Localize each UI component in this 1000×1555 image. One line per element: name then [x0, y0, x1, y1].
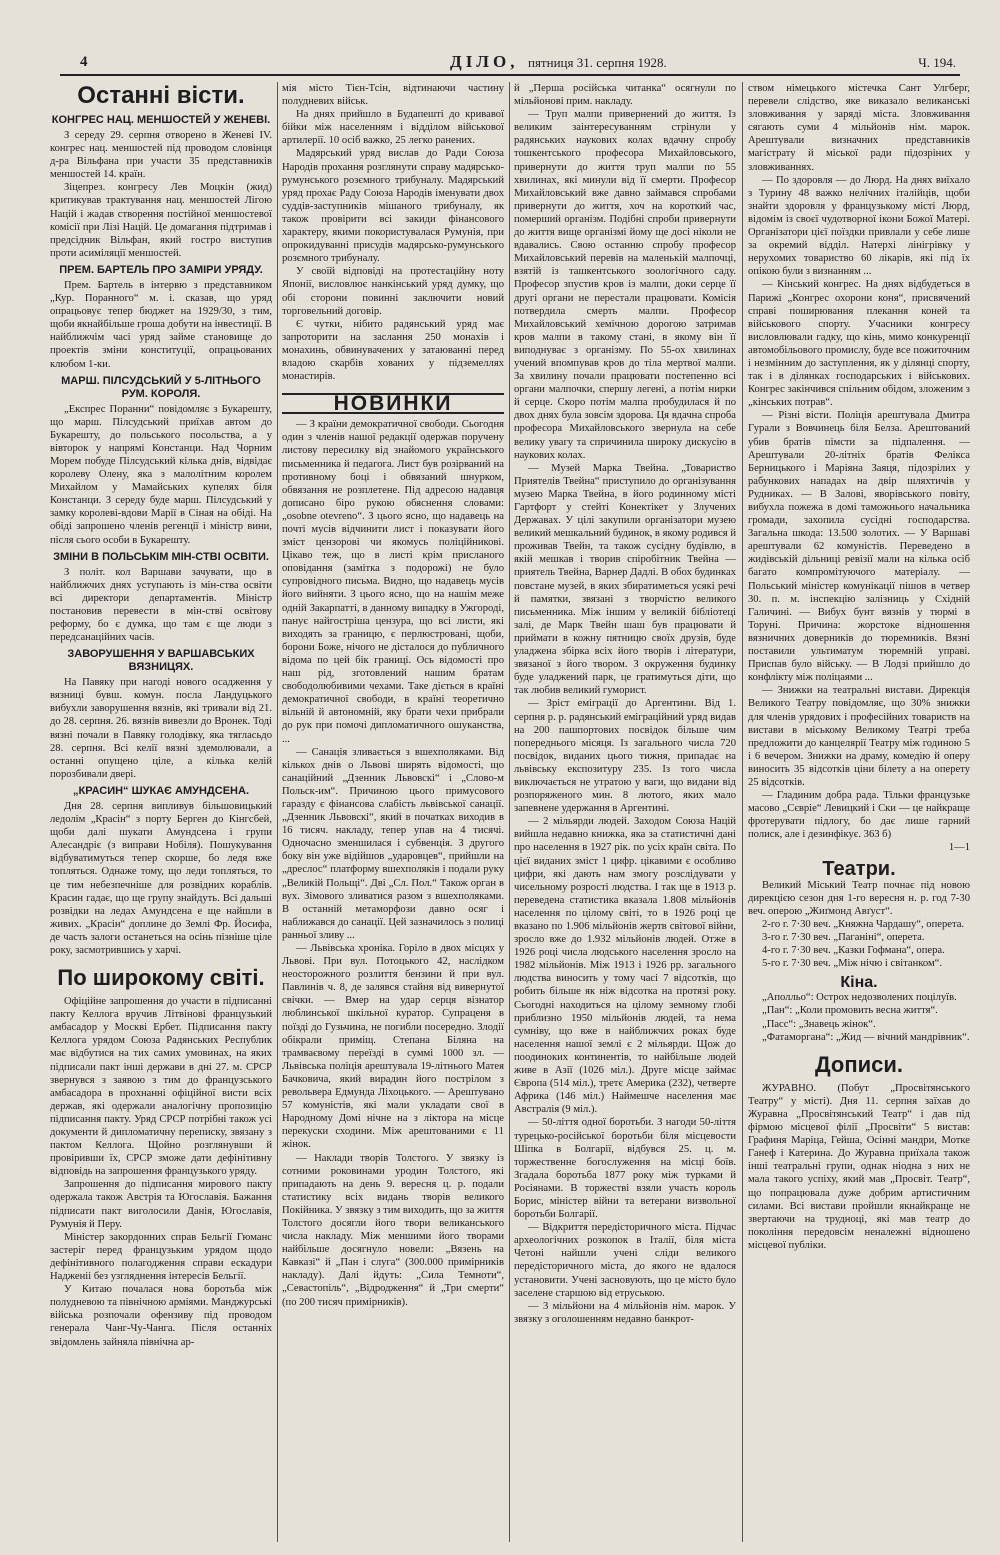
article-title: КОНГРЕС НАЦ. МЕНШОСТЕЙ У ЖЕНЕВІ.: [51, 114, 271, 126]
theatre-listing: 3-го г. 7·30 веч. „Паганіні“, оперета.: [762, 932, 925, 943]
section-heading-theatres: Театри.: [822, 857, 896, 880]
letter-text: ЖУРАВНО. (Побут „Просвітянського Театру“ у місті). Дня 11. серпня заїхав до Журавна „Просвітянський Театр“ і дав під фірмою місцевої філії „Просвіти“ 5 вистав: Графиня Маріца, Гейша, Осінні мандри, Мотке Ганеф і Катерина. До Журавна приїхала також інші театральні групи, однак ніодна з них не мала такого успіху, який мав „Просвіт. Театр“, що попрацювала дуже добрим артистичним силами. Всі вистави пройшли якнайкраще не звертаючи на трудноці, які мав театр до покоління передовсім неналежні відношено місцевої публіки.: [748, 1082, 970, 1251]
article-text: мія місто Тієн-Тсін, відтинаючи частину полудневих військ.: [282, 83, 504, 108]
article-text: Мадярський уряд вислав до Ради Союза Народів прохання розглянути справу мадярсько-румунського розємного трибуналу. Мадярський уряд прохає Раду Союза Народів іменувати двох суддів-заступників мішаного трибуналу, як також провірити всі закиди фінансового характеру, якими покористувалася Румунія, при опрокидуванні присудів мадярсько-румунського розємного трибуналу.: [282, 148, 504, 265]
news-item: — 50-ліття одної боротьби. З нагоди 50-ліття турецько-російської боротьби біля місцевости Шіпка в Болгарії, відбувся 25. ц. м. торжественне богослуження на місці боїв. Згадала боротьба 1877 року між турками й Росіянами. В торжестві взяли участь король Борис, міністер війни та ветерани визвольної боротьби Болгарії.: [514, 1117, 736, 1221]
theatre-announcement: Великий Міський Театр почнає під новою дирекцією сезон дня 1-го вересня н. р. год 7-30 веч. оперою „Жиґмонд Авґуст“.: [748, 879, 970, 917]
article-text: З середу 29. серпня отворено в Женеві IV. конгрес нац. меншостей під проводом словінця д-ра Вільфана при участи 35 представників меншостей 14. країн.: [50, 130, 272, 181]
news-item: — Санація зливається з вшехполяками. Від кількох днів о Львові ширять відомості, що санаційний „Дзенник Львовскі“ і „Слово-м Польск-им“. Причиною цього примусового гаразду є фінансова слабість львівської санації. „Дзенник Львовскі“, який в початках виходив в 16 тисяч. накладу, тепер упав на 4 тисячі. Одночасно зменшилася і субвенція. З другого боку він уже відійшов „ударовцев“, прийшли на „дреслос“ платформу вшехполяків і подали руку „Великій Польщі“. Дві „Сл. Пол.“ Також орган в вух. Зімового зливатися разом з вшехполяками. В останній метаморфози давно осяг і наближався до санації. Цей зазначилось з полиці ранньої зливу ...: [282, 746, 504, 941]
article-text: Зіцепрез. конгресу Лев Моцкін (жид) критикував трактування нац. меншостей Лігою Націй і жадав створення постійної меншостевої комісії при Лізі Націй. Це домагання підтримав і предсідник Вільфан, який гостро виступив проти асиміляції меншостей.: [50, 182, 272, 259]
news-item: й „Перша російська читанка“ осягнули по мільйонові прим. накладу.: [514, 83, 736, 108]
article-text: На Павяку при нагоді нового осадження у вязниці бувш. комун. посла Ландуцького вибухли заворушення вязнів, які тривали від 21. до 28. серпня. 26. вязнів вивезли до Вронек. Тоді вязні почали в Павяку голодівку, яка тягласьдо 28. серпня. Всі келії вязні здемолювали, а останні опущено ціле, а кілька келій порозбивали двері.: [50, 677, 272, 780]
news-item: — 3 мільйони на 4 мільйонів нім. марок. У звязку з оголошенням недавно банкрот-: [514, 1300, 736, 1325]
news-item: — Наклади творів Толстого. У звязку із сотними роковинами уродин Толстого, які припадають на день 9. вересня ц. р. подали статистику всіх видань творів великого Покійника. У звязку з тим виходить, що за життя Толстого досягли його твори великанського числа накладу. Між меншими його творами найбільше досягнуло новели: „Вязень на Кавказі“ й „Пан і слуга“ (300.000 примірників накладу). Далі йдуть: „Сила Темноти“, „Севастопіль“, „Відродження“ й „Три смерти“ (по 200 тисяч примірників).: [282, 1152, 504, 1308]
article-title: МАРШ. ПІЛСУДСЬКИЙ У 5-ЛІТНЬОГО РУМ. КОРОЛЯ.: [61, 374, 261, 400]
column-4: [748, 82, 970, 1547]
article-title: ЗМІНИ В ПОЛЬСЬКІМ МІН-СТВІ ОСВІТИ.: [53, 550, 269, 563]
advert-number: 1—1: [948, 842, 970, 854]
article-text: Дня 28. серпня випливув більшовицький ледолім „Красін“ з порту Берген до Кінгсбей, щоби далі шукати Амундсена і групи Алесандріє (з виправи Нобіля). Пошукування відбуватимуться тепер скорше, бо ледя вже топляться. Однаже тому, що леди топляться, то це тим небезпечніше для розвідних кораблів. Красин гадає, що ще групу знайдуть. Всі дальші розвідки на ледах Амундсена е ще найшли в живих. „Красін“ доплине до Землі Фр. Йосифа, де часть залоги останеться на осінь пізніше ціле року, засмотрившись у харчі.: [50, 800, 272, 956]
article-text: Прем. Бартель в інтервю з представником „Кур. Поранного“ м. і. сказав, що уряд опрацьовує тепер бюджет на 1929/30, з тим, щоби якнайбільше гроша добути на інвестиції. В найближчім часі уряд займе становище до проектів зміни конституції, опрацьованих клюбом 1-ки.: [50, 279, 272, 370]
news-item: — Знижки на театральні вистави. Дирекція Великого Театру повідомляє, що 30% знижки для членів урядових і професійних товариств на вистави в міському Великому Театрі треба предложити до канцелярії Театру між годиною 5 і 6 вечером. Знижки на драму, комедію й оперу виносить 35 відсотків ціни білету а на оперету 25 відсотків.: [748, 685, 970, 788]
article-title: „КРАСИН“ ШУКАЄ АМУНДСЕНА.: [73, 784, 249, 797]
news-item: — Музей Марка Твейна. „Товариство Приятелів Твейна“ приступило до організування музею Марка Твейна, в його родинному місті Гартфорт у стейті Конектікет у Злучених Державах. У цілі закупили організатори музею великий мешкальний будинок, в якому родився й проживав Твейн, та також сусідну будівлю, в якій мешкав і творив спіробітник Твейна — приятель Твейна, Варнер Дадлі. В обох будинках повстане музей, в яких збиратиметься усякі речі й памятки, звязані з творчістю великого письменника. Між іншим у великій бібліотеці залі, де Марк Твейн шаш був працювати й приймати в кожну пятницю своїх друзів, буде уладжена збірка всіх його творів і літератури, звязаної з його твором. З окруження будинку буде уладжений парк, це гратимуться діти, що так любив великий гуморист.: [514, 462, 736, 697]
newspaper-title: ДІЛО,: [450, 52, 519, 71]
page-number: 4: [80, 54, 88, 70]
news-item: — Зріст еміграції до Аргентини. Від 1. серпня р. р. радянський еміграційний уряд видав на 200 пашпортових посвідок більше чим попереднього місяця. Із загального числа 720 посвідок, виданих цього тижня, припадає на львівську експозитуру 235. Із того числа виключається не утратою у ваги, що видани від розпоряженого мин. 8 лютого, яких мало запевнене удержання в Аргентині.: [514, 698, 736, 815]
article-text: З політ. кол Варшави зачувати, що в найближчих днях уступають із мін-ства освіти всі директори департаментів. Міністр постановив перевести в мін-стві освітову реформу, бо є думка, що там є ще люди з передсанаційних часів.: [50, 566, 272, 644]
cinema-listing: „Фатаморгана“: „Жид — вічний мандрівник“.: [762, 1031, 970, 1043]
news-item: — Труп малпи привернений до життя. Із великим заінтересуванням стрінули у радянських наукових колах вдачну спробу тошкентського професора Михайловського, привернути до життя труп малпи по 55 хвилинах, які минули від її смерти. Професор Михайловський вже давно займався спробами привернути до життя, хоч на короткий час, померший організм. Подібні спроби привернути до життя вище організмі йому ще досі ніколи не вдавались. Свою останню спробу професор Михайловський перевів на маленькій малпочці, взятій із ташкентського зоологічного саду. Професор зпустив кров із малпи, доки серце її другі органи не перестали працювати. Комісія потвердила смерть малпи. Професор Михайловський хемічною дорогою затримав кров малпи в такому стані, в якому він її виподнуває з організму. По 55-ох хвилинах учений впомпував кров до тіла мертвої малпи. За хвилину почали працювати постепенно всі органи малпочки, спершу легені, а потім нирки й серце. Скоро потім малпа пробудилася й по двох днях була зовсім здорова. Ця вдачна спроба професора Михайловського звернула на себе велику увагу та спричинила широку дискусію в наукових колах.: [514, 109, 736, 461]
news-item: — Львівська хроніка. Горіло в двох місцях у Львові. При вул. Потоцького 42, наслідком неосторожного розлиття бензини й при вул. Павлинів ч. 8, де залявся стайня від вивернутої свічки. — Вмер на удар серця візнатор люблинської шкільної куратор. Супраценя в поїзді до Гузьчина, не погибли посередно. Злодії обікрали приміщ. Степана Біляна на трамваєвому переїзді в суммі 1000 зл. — Львівська поліція арештувала 19-літнього Матея Бачковича, який вирадин його пострілом з револьвера Едмунда Ліхоцького. — Арештувано 57 комуністів, які мали укладати свої в Народному Домі нічне на з ліктора на місце перекуски сходини. Між арештованими є 11 жінок.: [282, 943, 504, 1151]
section-heading-cinemas: Кіна.: [840, 974, 878, 992]
column-3: [514, 82, 736, 1547]
news-item: — 2 мільярди людей. Заходом Союза Націй вийшла недавно книжка, яка за статистичні дані про населення в 1927 рік. по усіх країн світа. По цієї виданих зміст 1 цифр. цікавими є особливо цифри, які дають нам змогу розслідувати у чисельному розрості людства. І так ще в 1913 р. переведена статистика вказала 1.808 мільйонів населення по цілому світі, то в 1926 році це вказано по 1.906 мільйонів жертв світової війни, зросло вже до 1.932 мільйонів людей. Отже в 1926 році числа людського населення зросло на 1982 мільйонів. Між 1913 і 1926 рр. загального людства виносить у тому часі 7 відсотків, що робить більше як ніж відсотка на протязі року. Сьогодні находиться на цілому земному глобі приблизно 1950 мільйонів людей, та нема сумніву, що вже в найближчих роках буде населення нашої землі є 2 мільярди. Щож до поодиноких континентів, то найбільше людей живе в Азії (1026 міл.). Друге місце займає Європа (514 міл.), третє Америка (232), четверте Африка (146 міл.) Наймешче населення має Австралія (9 міл.).: [514, 816, 736, 1116]
theatre-listing: 2-го г. 7·30 веч. „Княжна Чардашу“, оперета.: [762, 918, 965, 930]
theatre-listing: 4-го г. 7·30 веч. „Казки Гофмана“, опера.: [762, 945, 945, 957]
cinema-listing: „Пасс“: „Знавець жінок“.: [762, 1018, 876, 1030]
article-text: У своїй відповіді на протестаційну ноту Японії, висловлює нанкінський уряд думку, що обі сторони повинні заключити новий торговельний договір.: [282, 266, 504, 317]
article-text: На днях прийшло в Будапешті до кривавої бійки між населенням і відділом військової артилерії. 10 осіб важко, 25 легко ранених.: [282, 109, 504, 147]
news-item: — По здоровля — до Люрд. На днях виїхало з Турину 48 важко нелічних італійців, щоби знайти здоровля у французькому місті Люрд, відомім із своєї чудотворної ікони Божої Матері. Організатори цієї поїздки привлали у себе лише за окремий відділ. Натерхі лінігрівку у нерухомих товариство 60 лікарів, які під їх опікою були з визнанням ...: [748, 174, 970, 278]
article-text: Офіційне запрошення до участи в підписанні пакту Келлога вручив Літвінові французький амбасадор у Москві Ербет. Підписання пакту Келлога урядом Союза Радянських Республик має відбутися на тих самих умовинах, на яких підписали пакт інші держави в дні 27. м. СРСР звернувся з заявою з тим до французського амбасадора в прохнанні офіційної висти всіх держав, які одержали аналогічну пропозицію підписання пакту. Уряд СРСР потрібні також усі документи й дипломатичну переписку, звязану з пактом Келлога. Щойно розглянувши й провіривши їх, СРСР зможе дати дефінітивну відповідь на запрошення французького уряду.: [50, 996, 272, 1178]
article-title: ЗАВОРУШЕННЯ У ВАРШАВСЬКИХ ВЯЗНИЦЯХ.: [67, 648, 255, 674]
advert-text: — Гладиним добра рада. Тільки французьке масово „Сєвріе“ Левицкий і Ски — це найкраще фротерувати підлогу, бо дає лише гарний полиск, але і дезинфікує. 363 б): [748, 790, 970, 841]
column-rule: [742, 82, 743, 1542]
article-text: Запрошення до підписання мирового пакту одержала також Австрія та Югославія. Бажання підписати пакт виголосили Данія, Югославія, Румунія й Перу.: [50, 1179, 272, 1230]
article-text: У Китаю почалася нова боротьба між полудневою та північною арміями. Манджурські війська розпочали офензиву під проводом генерала Чанг-Чу-Чанга. Після останніх звідомлень зайняла північна ар-: [50, 1284, 272, 1348]
cinema-listing: „Аполльо“: Острох недозволених поцілуїв.: [762, 992, 957, 1004]
column-rule: [509, 82, 510, 1542]
article-text: „Експрес Поранни“ повідомляє з Букарешту, що марш. Пілсудський приїхав автом до Букарешту, до польського посольства, а у вівторок у напрямі Констанци. Над Чорним Морем побуде Пілсудський кілька днів, відвідає королеву Олену, яка з малолітним королем Михайлом у Мамайських купелях біля Констанци. З середу буде марш. Пілсудський у замку королеві-вдови Марії в Сіная на обіді. На обіді запрошено членів регенції і міністр вини, після сього особи в Букарешту.: [50, 403, 272, 546]
masthead: [60, 52, 960, 76]
section-heading-latest-news: Останні вісти.: [77, 82, 245, 109]
section-heading-news: НОВИНКИ: [282, 393, 504, 414]
section-heading-letters: Дописи.: [814, 1051, 904, 1077]
theatre-listing: 5-го г. 7·30 веч. „Між нічю і світанком“.: [762, 958, 943, 970]
issue-number: Ч. 194.: [918, 55, 956, 70]
news-item: — Кінський конгрес. На днях відбудеться в Парижі „Конгрес охорони коня“, присвячений справі поширювання плекання коней та військового спорту. Учасники конгресу висловлювали гадку, що кінь, мимо конкуренції автомобільового промислу, буде все пожиточним і незмінним до заступлення, як у ділянці спорту, так і в ділянках господарських і військових. Конгрес закінчився спільним обідом, зложеним з „кінських потрав“.: [748, 279, 970, 409]
cinema-listing: „Пан“: „Коли промовить весна життя“.: [762, 1005, 938, 1017]
column-2: [282, 82, 504, 1547]
article-text: Є чутки, нібито радянський уряд має запроторити на заслання 250 монахів і монахинь, обвинувачених у затаюванні перед владою скарбів хованих у підземеллях монастирів.: [282, 318, 504, 383]
column-1: [50, 82, 272, 1547]
issue-date: пятниця 31. серпня 1928.: [528, 55, 667, 70]
news-item: — Відкриття передісторичного міста. Підчас археологічних розкопок в Італії, біля міста Четоні найшли учені сліди великого передісторичного міста, до якого не вдалося установити. Учені засновують, що це місто було заселене старшою від етруською.: [514, 1222, 736, 1299]
news-item: — Різні вісти. Поліція арештувала Дмитра Гурали з Вовчинець біля Белза. Арештований убив братів пімсти за підпалення. — Арештували 20-літніх братів Фелікса Берницького і Маріяна Заяця, підозрілих у рабункових нападах на двір шляхтичів у Рудниках. — В Залові, яворівського повіту, вибухла пожежа в домі таможнього начальника громади, захопила сусідні господарства. Загальна шкода: 13.500 золотих. — У Варшаві арештували 62 комуністів. Переведено в жидівській дільниці ревізії мали на кілька осіб багато компромітуючого матеріалу. — Польський міністер комунікації пішов в четвер 30. п. м. інспекцію залізниць у Східній Галичині. — Вибух бунт вязнів у тюрмі в Торуні. Причина: жорстоке відношення вязничних доверників до тюремників. Вязні поставили ультиматум тюремній управі. Приспав було війську. — В Лодзі прийшло до конфлікту між поліцаями ...: [748, 410, 970, 684]
news-item: ством німецького містечка Сант Улгберг, перевели слідство, яке виказало великанські зловживання у заряді міста. Зловживання сягають суми 4 мільйонів нім. марок. Арештували визначних представників магістрату й міської ради підозріних у зловживаннях.: [748, 83, 970, 173]
news-item: — З країни демократичної свободи. Сьогодня один з членів нашої редакції одержав поручену листову пересилку від знайомого українського письменника й педагога. Лист був розірваний на противному боці і обвязаний шнурком, обвязання не розплетене. Під адресою надавця дописано біро рукою обяснення словами: „osobne otevrenо“. З цього ясно, що надавець на почті мусів відчинити лист і показувати його зміст цензорові чи якомусь поліційникові. Цікаво теж, що в листі крім присланого оповідання (замітка з подорожі) не було супровідного письма. Видно, що надавець мусів його вийняти. З цього ясно, що на нашім меже одній Закарпатті, в данному випадку в Ужгороді, панує найгостріша цензура, що всі листи, які виходять за границю, є перлюстровані, щоби, борони Боже, нічого не дісталося до публичного відома по цей бік границі. Ось відомості про наш рід, зготовлений нашим братам свободолюбивими чехами. Таке діється в країні демократичної свободи, в країні теоретично вільній й автономній, яку брати чехи прибрали до рук при помочі дипломатичного ошуканства, ...: [282, 419, 504, 745]
article-text: Міністер закордонних справ Бельгії Гюманс застеріг перед французьким урядом щодо дефінітивного полагодження справи ескадури Надженіі без узгляднення інтересів Бельгії.: [50, 1231, 272, 1283]
section-heading-world: По широкому світі.: [57, 965, 265, 991]
column-rule: [277, 82, 278, 1542]
article-title: ПРЕМ. БАРТЕЛЬ ПРО ЗАМІРИ УРЯДУ.: [59, 263, 263, 276]
